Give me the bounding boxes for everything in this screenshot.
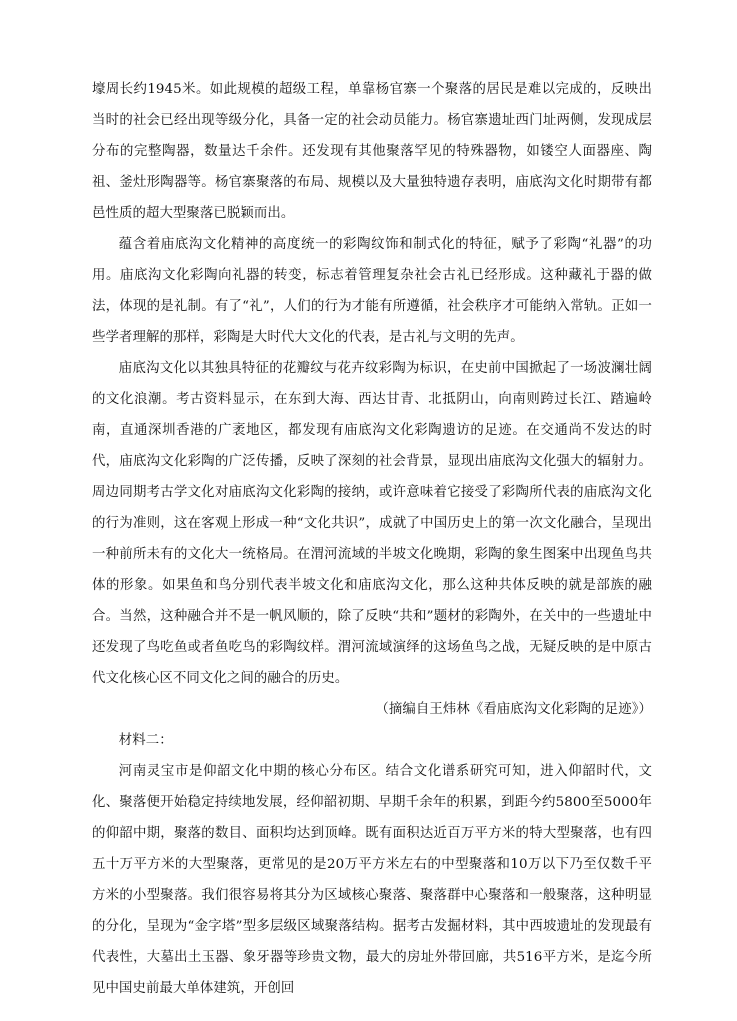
paragraph-yangguanzhai: 壕周长约1945米。如此规模的超级工程，单靠杨官寨一个聚落的居民是难以完成的，反映出当时的社会已经出现等级分化，具备一定的社会动员能力。杨官寨遗址西门址两侧，发现成层分布的完整陶器，数量达千余件。还发现有其他聚落罕见的特殊器物，如镂空人面器座、陶祖、釜灶形陶器等。杨官寨聚落的布局、规模以及大量独特遗存表明，庙底沟文化时期带有都邑性质的超大型聚落已脱颖而出。 bbox=[92, 82, 652, 221]
material-two-heading: 材料二： bbox=[118, 733, 173, 748]
document-body bbox=[92, 74, 652, 1004]
paragraph-cultural-fusion: 庙底沟文化以其独具特征的花瓣纹与花卉纹彩陶为标识，在史前中国掀起了一场波澜壮阔的文化浪潮。考古资料显示，在东到大海、西达甘青、北抵阴山，向南则跨过长江、踏遍岭南，直通深圳香港的广袤地区，都发现有庙底沟文化彩陶遗访的足迹。在交通尚不发达的时代，庙底沟文化彩陶的广泛传播，反映了深刻的社会背景，显现出庙底沟文化强大的辐射力。周边同期考古学文化对庙底沟文化彩陶的接纳，或许意味着它接受了彩陶所代表的庙底沟文化的行为准则，这在客观上形成一种“文化共识”，成就了中国历史上的第一次文化融合，呈现出一种前所未有的文化大一统格局。在渭河流域的半坡文化晚期，彩陶的象生图案中出现鱼鸟共体的形象。如果鱼和鸟分别代表半坡文化和庙底沟文化，那么这种共体反映的就是部族的融合。当然，这种融合并不是一帆风顺的，除了反映“共和”题材的彩陶外，在关中的一些遗址中还发现了鸟吃鱼或者鱼吃鸟的彩陶纹样。渭河流域演绎的这场鱼鸟之战，无疑反映的是中原古代文化核心区不同文化之间的融合的历史。 bbox=[92, 361, 652, 686]
paragraph-lingbao-yangshao: 河南灵宝市是仰韶文化中期的核心分布区。结合文化谱系研究可知，进入仰韶时代，文化、聚落便开始稳定持续地发展，经仰韶初期、早期千余年的积累，到距今约5800至5000年的仰韶中期，聚落的数目、面积均达到顶峰。既有面积达近百万平方米的特大型聚落，也有四五十万平方米的大型聚落，更常见的是20万平方米左右的中型聚落和10万以下乃至仅数千平方米的小型聚落。我们很容易将其分为区域核心聚落、聚落群中心聚落和一般聚落，这种明显的分化，呈现为“金字塔”型多层级区域聚落结构。据考古发掘材料，其中西坡遗址的发现最有代表性，大墓出土玉器、象牙器等珍贵文物，最大的房址外带回廊，共516平方米，是迄今所见中国史前最大单体建筑，开创回 bbox=[92, 764, 652, 996]
paragraph-painted-pottery-ritual: 蕴含着庙底沟文化精神的高度统一的彩陶纹饰和制式化的特征，赋予了彩陶“礼器”的功用。庙底沟文化彩陶向礼器的转变，标志着管理复杂社会古礼已经形成。这种藏礼于器的做法，体现的是礼制。有了“礼”，人们的行为才能有所遵循，社会秩序才可能纳入常轨。正如一些学者理解的那样，彩陶是大时代大文化的代表，是古礼与文明的先声。 bbox=[92, 237, 652, 345]
source-citation: （摘编自王炜林《看庙底沟文化彩陶的足迹》） bbox=[375, 702, 652, 717]
